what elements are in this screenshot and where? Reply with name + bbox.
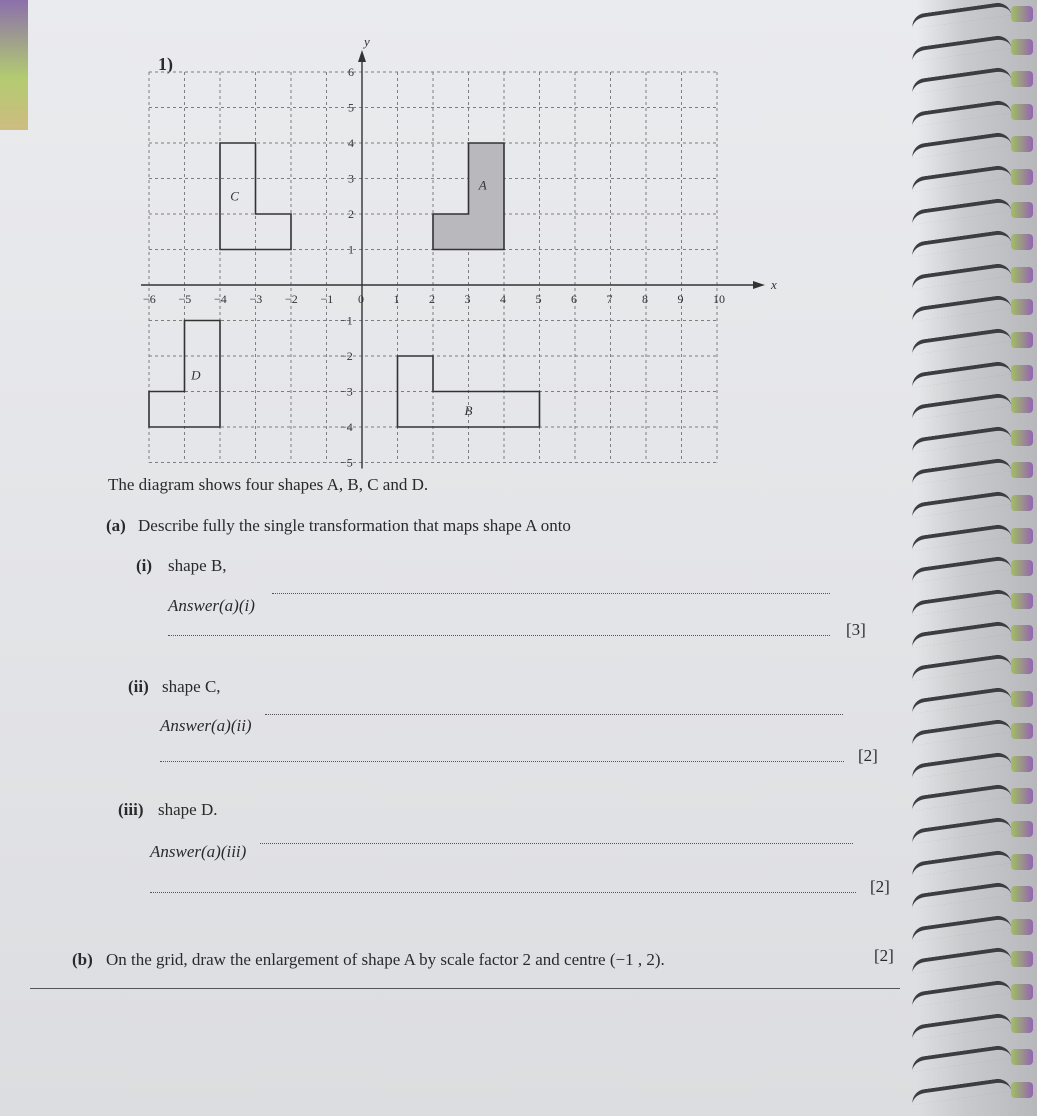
spiral-coil [917,1082,1037,1100]
x-tick-label: 8 [642,292,648,306]
answer-a-ii-label: Answer(a)(ii) [160,716,252,735]
spiral-binding [917,0,1037,1116]
spiral-coil [917,430,1037,448]
x-tick-label: 9 [677,292,684,306]
spiral-coil [917,658,1037,676]
answer-a-ii-line-2[interactable] [160,761,844,762]
answer-a-i-line-2[interactable] [168,635,830,636]
sub-ii-label: (ii) [128,677,149,696]
marks-b: [2] [874,946,894,965]
answer-a-i-line-1[interactable] [272,593,830,594]
spiral-coil [917,723,1037,741]
sub-iii-label: (iii) [118,800,144,819]
spiral-coil [917,169,1037,187]
spiral-coil [917,1049,1037,1067]
y-tick-label: −3 [340,384,353,399]
spiral-coil [917,397,1037,415]
section-divider [30,988,900,989]
shape-label-c: C [230,188,239,204]
sub-i-label: (i) [136,556,153,575]
spiral-coil [917,756,1037,774]
spiral-coil [917,919,1037,937]
sub-ii-text: shape C, [162,677,221,696]
axes [141,50,765,469]
grid-lines [149,72,717,463]
y-tick-label: −5 [340,455,353,470]
y-tick-label: −4 [340,420,353,434]
x-tick-label: 1 [393,292,400,306]
spiral-coil [917,1017,1037,1035]
part-a-label: (a) [106,516,126,535]
spiral-coil [917,6,1037,24]
x-tick-label: 5 [535,292,542,306]
x-tick-label: −2 [285,292,298,306]
y-axis-arrow-icon [358,50,366,62]
answer-a-ii-line-1[interactable] [265,714,843,715]
shape-d [149,321,220,428]
part-b-label: (b) [72,950,93,969]
answer-a-iii-label: Answer(a)(iii) [150,842,247,861]
y-tick-label: 2 [348,207,354,221]
intro-text: The diagram shows four shapes A, B, C and D. [108,475,429,494]
y-tick-label: 3 [348,171,354,186]
shape-label-a: A [478,177,487,193]
spiral-coil [917,821,1037,839]
spiral-coil [917,267,1037,285]
spiral-coil [917,984,1037,1002]
x-axis-label: x [771,277,777,292]
spiral-coil [917,854,1037,872]
sub-iii-text: shape D. [158,800,218,819]
x-tick-label: 6 [571,292,577,306]
spiral-coil [917,528,1037,546]
x-tick-label: −4 [214,292,227,306]
spiral-coil [917,299,1037,317]
marks-a-i: [3] [846,620,866,639]
x-tick-label: 10 [713,292,725,306]
spiral-coil [917,202,1037,220]
spiral-coil [917,593,1037,611]
shape-label-d: D [191,367,201,383]
marks-a-ii: [2] [858,746,878,765]
shape-a [433,143,504,250]
x-tick-label: −6 [143,292,156,306]
y-tick-label: 1 [348,242,354,257]
x-tick-label: 4 [500,292,506,306]
x-tick-label: 3 [464,292,471,306]
y-tick-label: 4 [348,136,354,150]
spiral-coil [917,625,1037,643]
spiral-coil [917,788,1037,806]
spiral-coil [917,365,1037,383]
y-tick-label: 5 [348,100,354,115]
spiral-coil [917,495,1037,513]
coordinate-grid[interactable] [140,34,800,480]
notebook-binding-edge [0,0,28,130]
y-axis-label: y [364,34,370,49]
x-tick-label: 2 [429,292,435,306]
x-axis-arrow-icon [753,281,765,289]
question-number: 1) [158,54,173,74]
marks-a-iii: [2] [870,877,890,896]
spiral-coil [917,39,1037,57]
answer-a-iii-line-2[interactable] [150,892,856,893]
spiral-coil [917,691,1037,709]
sub-i-text: shape B, [168,556,227,575]
spiral-coil [917,104,1037,122]
spiral-coil [917,560,1037,578]
answer-a-iii-line-1[interactable] [260,843,853,844]
spiral-coil [917,462,1037,480]
y-tick-label: −1 [340,313,353,328]
spiral-coil [917,332,1037,350]
x-tick-label: 7 [606,292,613,306]
answer-a-i-label: Answer(a)(i) [168,596,255,615]
x-tick-label: 0 [358,292,364,306]
x-tick-label: −1 [320,292,334,306]
part-a-prompt: Describe fully the single transformation that maps shape A onto [138,516,571,535]
x-tick-label: −5 [178,292,192,306]
spiral-coil [917,71,1037,89]
spiral-coil [917,951,1037,969]
y-tick-label: 6 [348,65,354,79]
shape-label-b: B [464,403,473,419]
x-tick-label: −3 [249,292,263,306]
spiral-coil [917,234,1037,252]
part-b-text: On the grid, draw the enlargement of shape A by scale factor 2 and centre (−1 , 2). [106,950,665,969]
y-tick-label: −2 [340,349,353,363]
spiral-coil [917,136,1037,154]
spiral-coil [917,886,1037,904]
